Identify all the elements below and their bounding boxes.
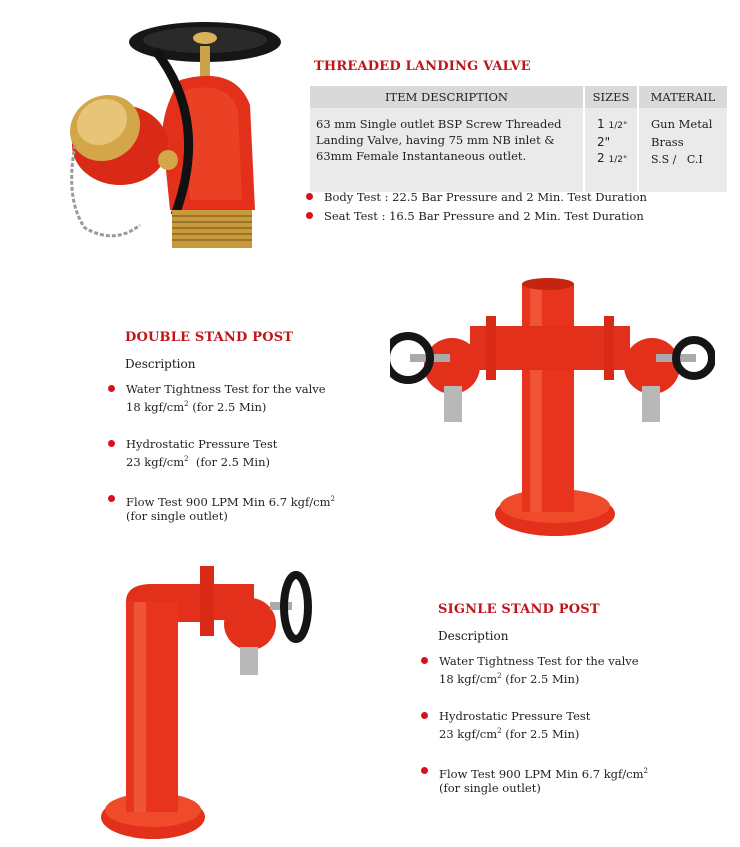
list-item: Body Test : 22.5 Bar Pressure and 2 Min. Test Duration: [306, 190, 647, 205]
list-item: Seat Test : 16.5 Bar Pressure and 2 Min. Test Duration: [306, 209, 647, 224]
size-item: 1 1/2": [597, 117, 628, 131]
list-item: Hydrostatic Pressure Test 23 kgf/$cm^2$ (for 2.5 Min): [108, 437, 358, 470]
list-item: Water Tightness Test for the valve 18 kgf/$cm^2$ (for 2.5 Min): [421, 654, 681, 687]
table-header-description: ITEM DESCRIPTION: [310, 86, 584, 108]
single-stand-post-title: SIGNLE STAND POST: [438, 602, 600, 617]
landing-valve-spec-table: [310, 86, 727, 192]
single-stand-post-tests: [421, 654, 681, 796]
bullet-icon: [306, 212, 313, 219]
table-header-material: MATERAIL: [638, 86, 727, 108]
double-stand-post-tests: [108, 382, 358, 524]
landing-valve-title: THREADED LANDING VALVE: [314, 59, 531, 74]
single-stand-post-photo: [100, 562, 320, 847]
table-cell-sizes: [584, 108, 638, 192]
double-stand-post-description-label: Description: [125, 357, 196, 371]
list-item: Hydrostatic Pressure Test 23 kgf/$cm^2$ (for 2.5 Min): [421, 709, 681, 742]
bullet-icon: [421, 712, 428, 719]
table-header-sizes: SIZES: [584, 86, 638, 108]
material-item: S.S / C.I: [651, 153, 703, 166]
bullet-icon: [306, 193, 313, 200]
single-stand-post-description-label: Description: [438, 629, 509, 643]
table-cell-description: 63 mm Single outlet BSP Screw Threaded Landing Valve, having 75 mm NB inlet & 63mm Female Instantaneous outlet.: [310, 108, 584, 192]
bullet-icon: [108, 385, 115, 392]
double-stand-post-photo: [390, 276, 715, 541]
bullet-icon: [421, 767, 428, 774]
bullet-icon: [108, 440, 115, 447]
list-item: Water Tightness Test for the valve 18 kgf/$cm^2$ (for 2.5 Min): [108, 382, 358, 415]
table-cell-material: [638, 108, 727, 192]
landing-valve-photo: [60, 10, 300, 250]
double-stand-post-title: DOUBLE STAND POST: [125, 330, 294, 345]
size-item: 2": [597, 135, 611, 149]
bullet-icon: [421, 657, 428, 664]
list-item: Flow Test 900 LPM Min 6.7 kgf/$cm^2$ (for single outlet): [108, 492, 358, 525]
list-item: Flow Test 900 LPM Min 6.7 kgf/$cm^2$ (for single outlet): [421, 764, 681, 797]
material-item: Gun Metal: [651, 117, 713, 131]
material-item: Brass: [651, 135, 684, 149]
size-item: 2 1/2": [597, 151, 628, 165]
landing-valve-tests: [306, 190, 647, 224]
bullet-icon: [108, 495, 115, 502]
